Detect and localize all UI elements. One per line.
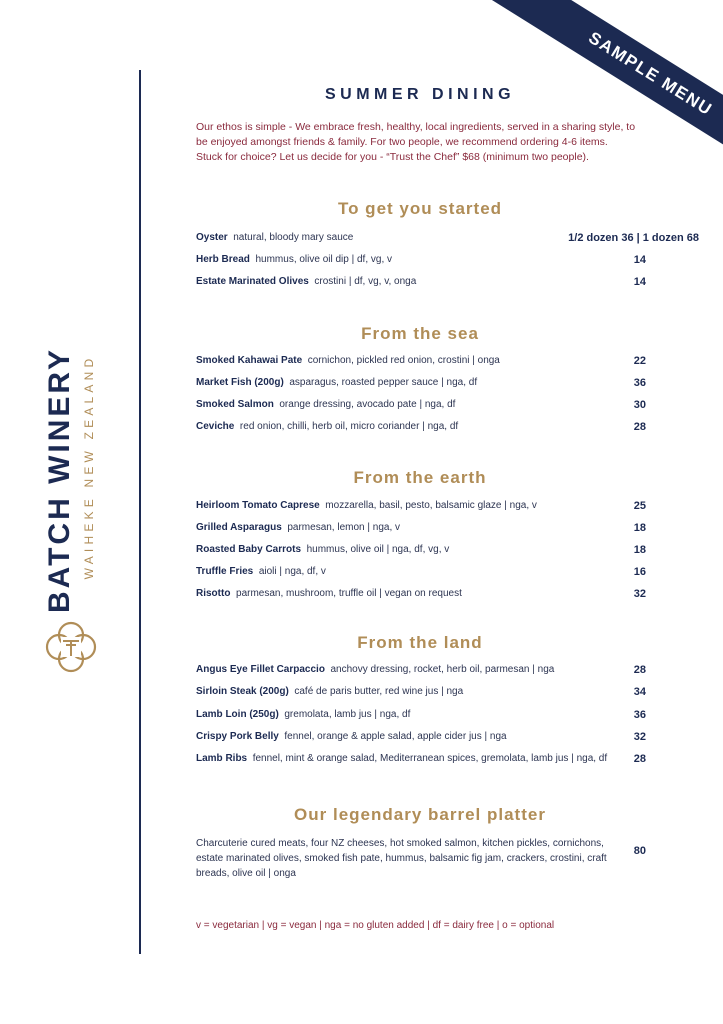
brand-location: WAIHEKE NEW ZEALAND <box>82 354 96 580</box>
menu-item <box>196 520 648 536</box>
item-name: Oyster <box>196 232 228 243</box>
item-description: red onion, chilli, herb oil, micro coriander | nga, df <box>239 421 459 432</box>
menu-intro <box>196 120 646 165</box>
item-price: 30 <box>633 399 646 411</box>
item-name: Risotto <box>196 588 231 599</box>
item-description: aioli | nga, df, v <box>258 566 326 577</box>
section-heading-land: From the land <box>357 633 483 652</box>
menu-title: SUMMER DINING <box>324 86 516 103</box>
menu-item <box>196 751 648 767</box>
platter-line: breads, olive oil | onga <box>196 868 296 879</box>
item-name: Roasted Baby Carrots <box>196 544 302 555</box>
platter-line: estate marinated olives, smoked fish pate, hummus, balsamic fig jam, crackers, crostini, craft <box>196 853 607 864</box>
item-name: Smoked Salmon <box>196 399 274 410</box>
item-price: 32 <box>633 731 646 743</box>
item-name: Ceviche <box>196 421 235 432</box>
menu-item <box>196 498 648 514</box>
platter-description <box>196 836 628 881</box>
dietary-legend: v = vegetarian | vg = vegan | nga = no gluten added | df = dairy free | o = optional <box>196 920 555 931</box>
item-price: 36 <box>633 377 646 389</box>
item-name: Sirloin Steak (200g) <box>196 686 289 697</box>
item-name: Herb Bread <box>196 254 250 265</box>
section-heading-started: To get you started <box>337 199 503 218</box>
menu-item <box>196 662 648 678</box>
item-price: 1/2 dozen 36 | 1 dozen 68 <box>568 232 699 244</box>
section-heading-sea: From the sea <box>361 324 479 343</box>
section-heading-earth: From the earth <box>353 468 487 487</box>
item-description: hummus, olive oil | nga, df, vg, v <box>306 544 450 555</box>
item-price: 25 <box>633 500 646 512</box>
item-description: hummus, olive oil dip | df, vg, v <box>255 254 393 265</box>
item-description: natural, bloody mary sauce <box>233 232 354 243</box>
item-description: parmesan, mushroom, truffle oil | vegan on request <box>236 588 462 599</box>
menu-item <box>196 375 648 391</box>
brand-name: BATCH WINERY <box>43 347 76 613</box>
item-name: Smoked Kahawai Pate <box>196 355 303 366</box>
menu-item <box>196 684 648 700</box>
item-price: 22 <box>633 355 646 367</box>
item-description: orange dressing, avocado pate | nga, df <box>279 399 456 410</box>
item-price: 32 <box>633 588 646 600</box>
item-description: gremolata, lamb jus | nga, df <box>284 709 411 720</box>
menu-item <box>196 586 648 602</box>
item-description: fennel, orange & apple salad, apple cider jus | nga <box>284 731 507 742</box>
menu-item <box>196 707 648 723</box>
item-description: café de paris butter, red wine jus | nga <box>294 686 464 697</box>
menu-item <box>196 419 648 435</box>
menu-item <box>196 542 648 558</box>
menu-item <box>196 353 648 369</box>
item-price: 16 <box>633 566 646 578</box>
item-price: 28 <box>633 664 646 676</box>
item-price: 34 <box>633 686 646 698</box>
platter-price: 80 <box>633 845 646 857</box>
section-heading-platter: Our legendary barrel platter <box>294 805 546 824</box>
intro-line: Our ethos is simple - We embrace fresh, healthy, local ingredients, served in a sharing style, to <box>196 121 636 133</box>
item-description: mozzarella, basil, pesto, balsamic glaze | nga, v <box>325 500 537 511</box>
item-name: Truffle Fries <box>196 566 254 577</box>
item-name: Lamb Ribs <box>196 753 248 764</box>
intro-line: Stuck for choice? Let us decide for you - “Trust the Chef” $68 (minimum two people). <box>196 151 589 163</box>
item-description: parmesan, lemon | nga, v <box>287 522 400 533</box>
item-price: 18 <box>633 544 646 556</box>
item-name: Grilled Asparagus <box>196 522 282 533</box>
item-name: Angus Eye Fillet Carpaccio <box>196 664 325 675</box>
item-description: cornichon, pickled red onion, crostini | onga <box>307 355 500 366</box>
item-name: Heirloom Tomato Caprese <box>196 500 320 511</box>
item-price: 36 <box>633 709 646 721</box>
menu-item <box>196 397 648 413</box>
item-price: 18 <box>633 522 646 534</box>
ribbon-text: SAMPLE MENU <box>585 28 716 120</box>
intro-line: be enjoyed amongst friends & family. For two people, we recommend ordering 4-6 items. <box>196 136 608 148</box>
item-name: Market Fish (200g) <box>196 377 284 388</box>
platter-line: Charcuterie cured meats, four NZ cheeses, hot smoked salmon, kitchen pickles, cornichons, <box>196 838 604 849</box>
menu-item <box>196 729 648 745</box>
menu-item <box>196 564 648 580</box>
divider-line <box>139 70 141 954</box>
item-name: Lamb Loin (250g) <box>196 709 279 720</box>
menu-item <box>196 252 648 268</box>
item-price: 28 <box>633 753 646 765</box>
menu-item <box>196 274 648 290</box>
item-description: fennel, mint & orange salad, Mediterranean spices, gremolata, lamb jus | nga, df <box>252 753 608 764</box>
item-description: crostini | df, vg, v, onga <box>314 276 417 287</box>
item-description: asparagus, roasted pepper sauce | nga, df <box>289 377 478 388</box>
item-price: 14 <box>633 254 646 266</box>
item-description: anchovy dressing, rocket, herb oil, parmesan | nga <box>330 664 555 675</box>
item-price: 14 <box>633 276 646 288</box>
item-name: Crispy Pork Belly <box>196 731 279 742</box>
item-name: Estate Marinated Olives <box>196 276 309 287</box>
item-price: 28 <box>633 421 646 433</box>
winery-logo-icon <box>44 620 98 674</box>
